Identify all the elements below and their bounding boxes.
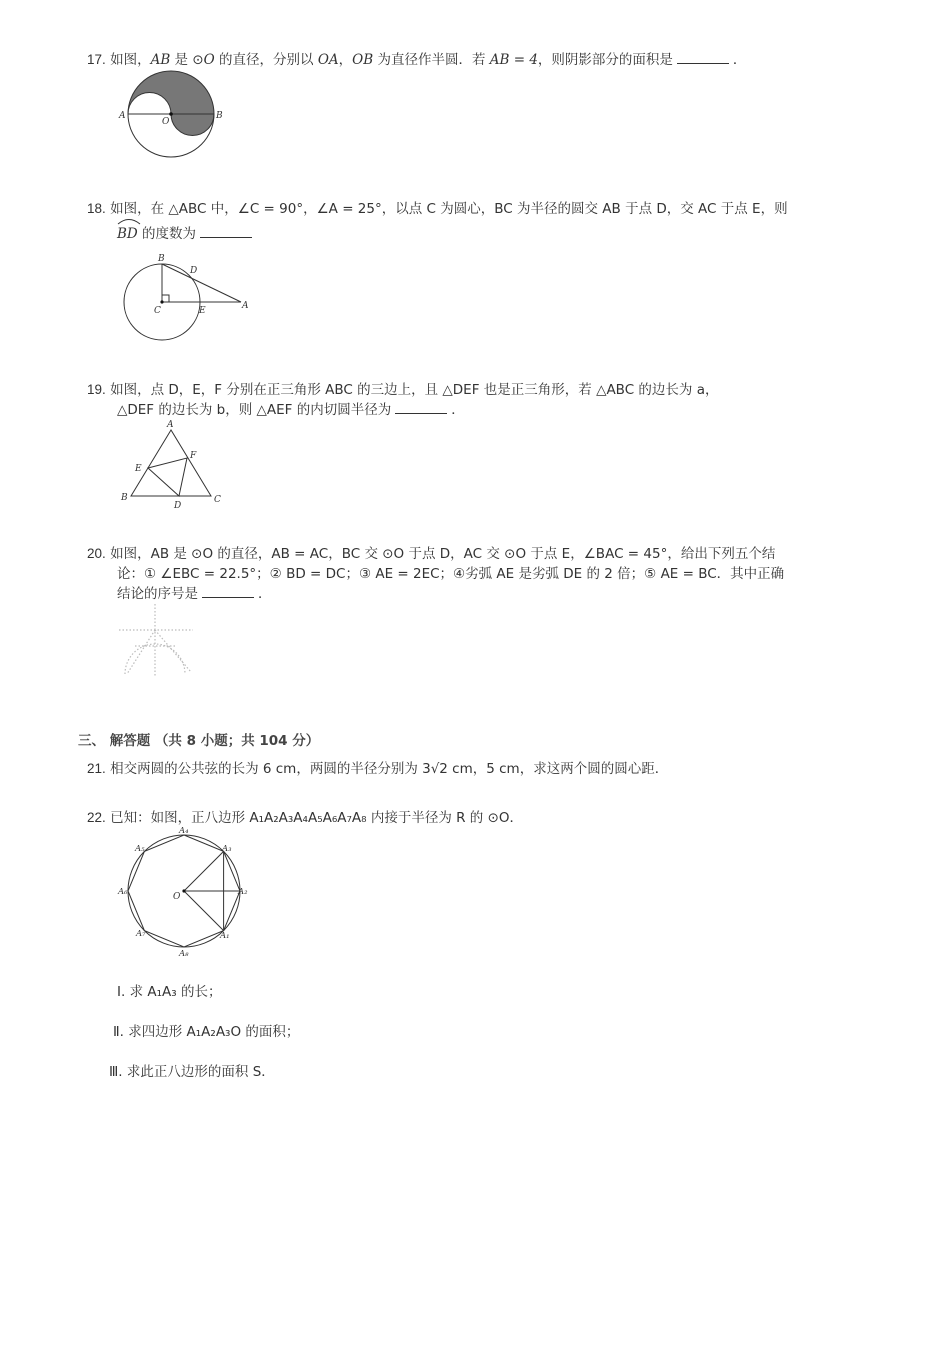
q18-answer-blank[interactable] [200,225,252,238]
q22-label-a6: A₆ [118,887,128,897]
q17-text-b: 是 ⊙ [170,52,204,68]
q19-label-c: C [214,495,221,505]
q18-text-line2: 的度数为 [137,226,197,242]
q22-label-a2: A₂ [238,887,248,897]
q19-answer-blank[interactable] [395,401,447,414]
q22-part-1 [117,980,221,1000]
q18-label-c: C [154,306,161,316]
q17-tail: ． [732,52,747,68]
q20-line1 [87,542,775,562]
q20-text-line2: 论：① ∠EBC = 22.5°；② BD = DC；③ AE = 2EC；④劣弧 AE 是劣弧 DE 的 2 倍；⑤ AE = BC．其中正确 [117,566,785,582]
q20-tail: ． [258,586,272,602]
q17-text-c: 的直径，分别以 [214,52,318,68]
q17-oa: OA [317,52,339,68]
q20-figure-faded [115,600,197,680]
q21-line [87,757,668,777]
q22-label-a5: A₅ [135,844,145,854]
q19-label-a: A [167,420,174,430]
q17-text-e: 为直径作半圆．若 [373,52,490,68]
q17-text-a: 如图， [110,52,151,68]
q18-arc-bd: BD [117,226,138,242]
q17-label-b: B [216,111,223,121]
q17-text-d: ， [338,52,353,68]
q22-part-3-text: 求此正八边形的面积 S． [126,1064,275,1080]
q17-line [87,48,746,68]
q18-text-line1: 如图，在 △ABC 中，∠C = 90°，∠A = 25°，以点 C 为圆心，BC 为半径的圆交 AB 于点 D，交 AC 于点 E，则 [110,201,788,217]
q19-text-line1: 如图，点 D，E，F 分别在正三角形 ABC 的三边上，且 △DEF 也是正三角形，若 △ABC 的边长为 a， [110,382,719,398]
q18-line1 [87,197,788,217]
q22-figure [112,822,257,962]
q19-label-e: E [135,464,142,474]
q17-ob: OB [352,52,374,68]
q20-answer-blank[interactable] [202,585,254,598]
q19-number: 19. [87,382,106,397]
q22-label-a8: A₈ [179,949,189,959]
q22-label-o: O [173,892,181,902]
q18-label-d: D [190,266,198,276]
q22-label-a1: A₁ [220,931,230,941]
q17-number: 17. [87,52,106,67]
q17-label-o: O [162,117,170,127]
q18-label-e: E [199,306,206,316]
q19-line2 [117,398,465,418]
q20-line2 [117,562,784,582]
q17-text-f: ，则阴影部分的面积是 [537,52,673,68]
q21-text: 相交两圆的公共弦的长为 6 cm，两圆的半径分别为 3√2 cm，5 cm，求这两个圆的圆心距． [110,761,669,777]
q18-label-b: B [158,254,165,264]
q20-line3 [117,582,272,602]
q18-arc-mark [116,217,142,225]
q19-figure [115,418,230,513]
q17-ab: AB [150,52,171,68]
q22-part-3-label: Ⅲ. [109,1064,123,1080]
q19-line1 [87,378,719,398]
q22-part-2 [113,1020,299,1040]
q18-figure [118,250,253,345]
q17-eq: AB = 4 [489,52,538,68]
q19-label-f: F [190,451,197,461]
q22-part-2-label: Ⅱ. [113,1024,124,1040]
q22-part-2-text: 求四边形 A₁A₂A₃O 的面积； [128,1024,300,1040]
q22-label-a7: A₇ [136,929,146,939]
q18-label-a: A [242,301,249,311]
q19-label-d: D [174,501,182,511]
q17-o: O [203,52,215,68]
q19-text-line2: △DEF 的边长为 b，则 △AEF 的内切圆半径为 [117,402,392,418]
q22-number: 22. [87,810,106,825]
q19-tail: ． [451,402,465,418]
q18-number: 18. [87,201,106,216]
q20-text-line1: 如图，AB 是 ⊙O 的直径，AB = AC，BC 交 ⊙O 于点 D，AC 交 ⊙O 于点 E，∠BAC = 45°，给出下列五个结 [110,546,776,562]
q22-text: 已知：如图，正八边形 A₁A₂A₃A₄A₅A₆A₇A₈ 内接于半径为 R 的 ⊙O． [110,810,524,826]
q21-number: 21. [87,761,106,776]
q20-text-line3: 结论的序号是 [117,586,198,602]
q22-label-a4: A₄ [179,826,189,836]
q22-part-3 [109,1060,275,1080]
q18-line2 [117,222,256,242]
q17-figure [115,68,225,163]
q22-part-1-text: 求 A₁A₃ 的长； [129,984,222,1000]
q20-number: 20. [87,546,106,561]
section-3-heading: 三、 解答题 （共 8 小题；共 104 分） [78,733,320,749]
q22-label-a3: A₃ [222,844,232,854]
q22-part-1-label: Ⅰ. [117,984,126,1000]
q17-label-a: A [119,111,126,121]
q19-label-b: B [121,493,128,503]
q17-answer-blank[interactable] [677,51,729,64]
